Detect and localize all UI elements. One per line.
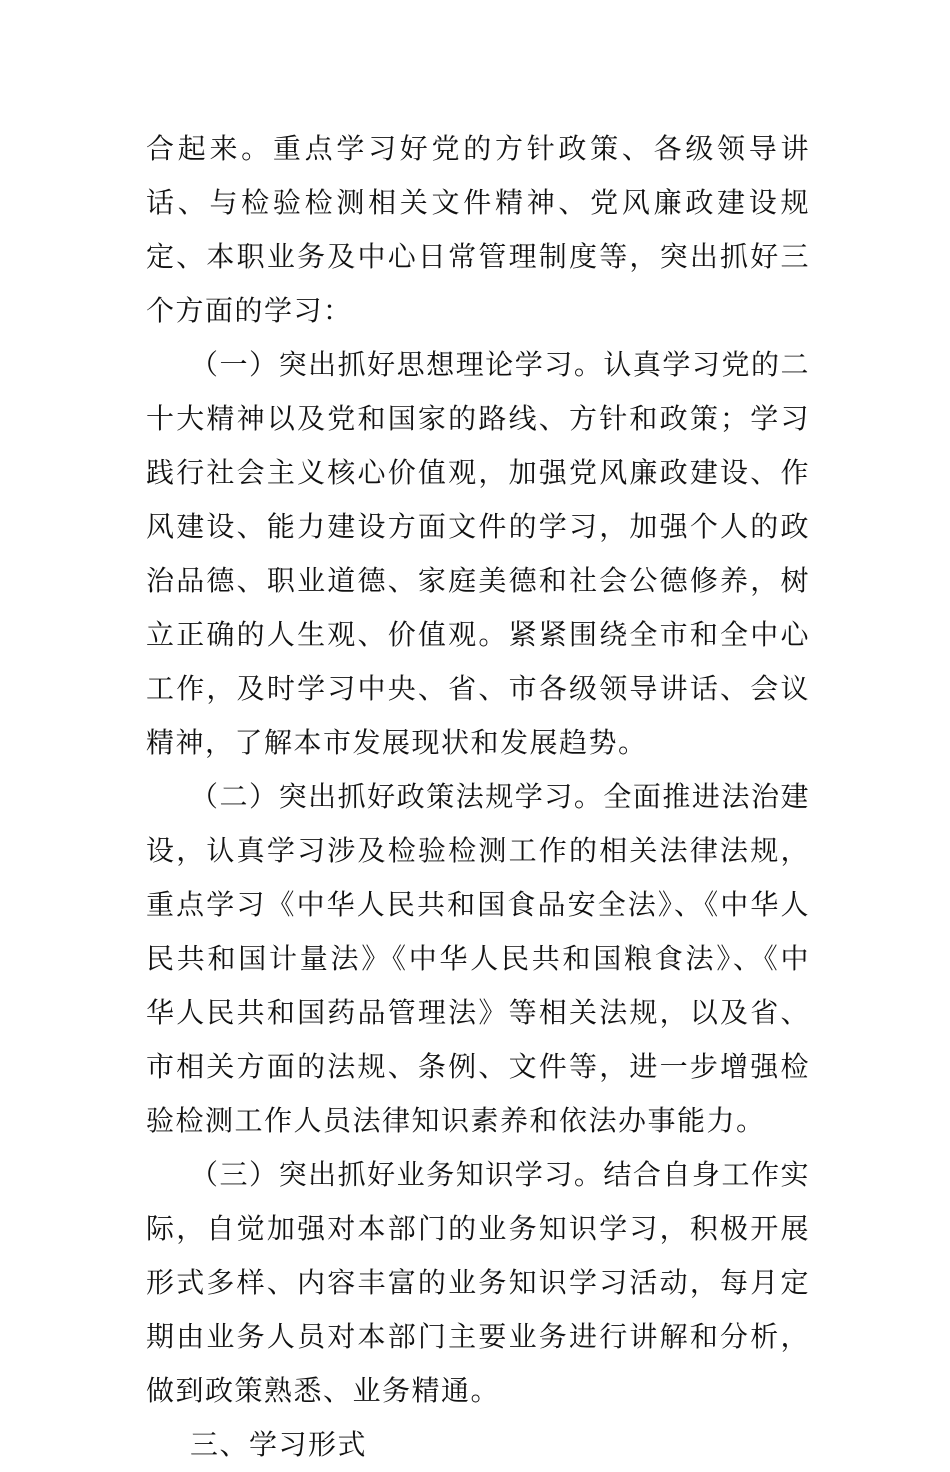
paragraph-section-2: （二）突出抓好政策法规学习。全面推进法治建设，认真学习涉及检验检测工作的相关法律法规，重点学习《中华人民共和国食品安全法》、《中华人民共和国计量法》《中华人民共和国粮食法》、《中华人民共和国药品管理法》等相关法规，以及省、市相关方面的法规、条例、文件等，进一步增强检验检测工作人员法律知识素养和依法办事能力。 [146,780,810,1137]
paragraph-section-1: （一）突出抓好思想理论学习。认真学习党的二十大精神以及党和国家的路线、方针和政策；学习践行社会主义核心价值观，加强党风廉政建设、作风建设、能力建设方面文件的学习，加强个人的政治品德、职业道德、家庭美德和社会公德修养，树立正确的人生观、价值观。紧紧围绕全市和全中心工作，及时学习中央、省、市各级领导讲话、会议精神，了解本市发展现状和发展趋势。 [146,348,810,759]
paragraph-section-3: （三）突出抓好业务知识学习。结合自身工作实际，自觉加强对本部门的业务知识学习，积极开展形式多样、内容丰富的业务知识学习活动，每月定期由业务人员对本部门主要业务进行讲解和分析，做到政策熟悉、业务精通。 [146,1158,810,1407]
section-heading-learning-form: 三、学习形式 [190,1428,368,1461]
paragraph-intro-continuation: 合起来。重点学习好党的方针政策、各级领导讲话、与检验检测相关文件精神、党风廉政建设规定、本职业务及中心日常管理制度等，突出抓好三个方面的学习： [146,132,810,327]
document-body [146,122,810,1472]
